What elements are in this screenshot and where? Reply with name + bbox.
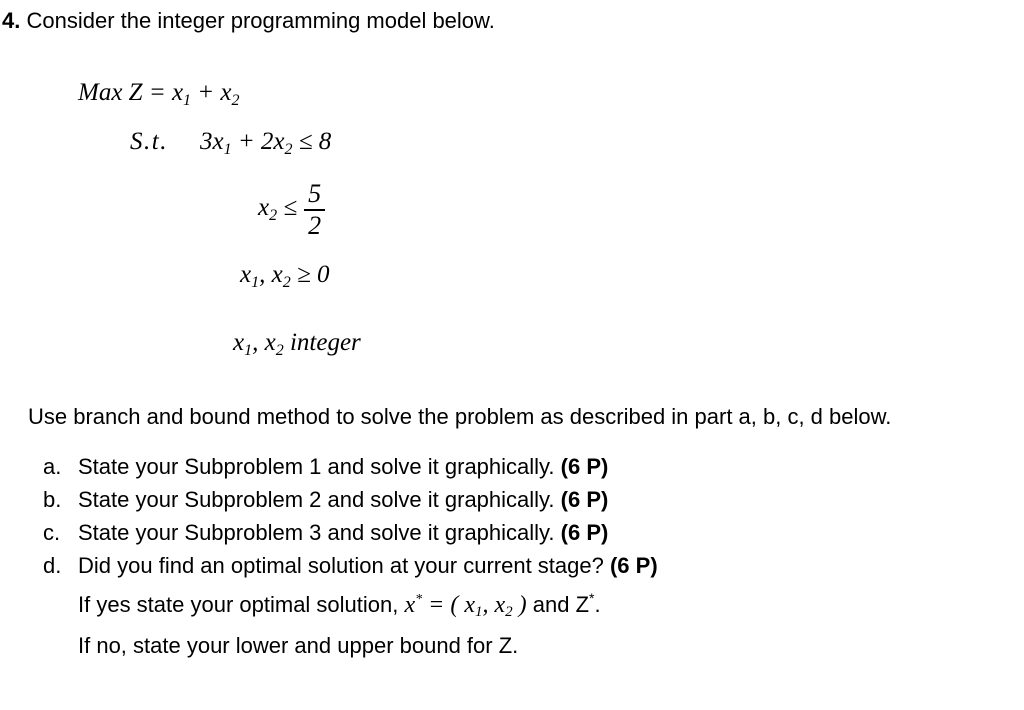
integrality-word: integer: [283, 329, 361, 356]
x1-subscript: 1: [475, 604, 483, 620]
task-a-text: State your Subproblem 1 and solve it graphically.: [78, 454, 561, 479]
fraction-numerator: 5: [304, 180, 325, 211]
nonneg-text: x: [240, 261, 252, 288]
task-b-text-wrap: [78, 483, 608, 516]
x-star-superscript: *: [415, 592, 423, 607]
nonnegativity-line: [240, 261, 329, 292]
task-b-text: State your Subproblem 2 and solve it graphically.: [78, 487, 561, 512]
nonneg-text-2: , x: [259, 261, 283, 288]
constraint-1-text-2: + 2x: [231, 128, 285, 155]
question-intro-text: Consider the integer programming model below.: [20, 8, 495, 33]
x2-subscript: 2: [269, 207, 278, 225]
constraint-1-text: 3x: [199, 128, 224, 155]
subject-to-label: S.t.: [130, 128, 168, 155]
integrality-text-2: , x: [252, 329, 276, 356]
if-no-text: If no, state your lower and upper bound for Z.: [78, 633, 519, 658]
task-a-text-wrap: [78, 450, 608, 483]
fraction-five-halves: [304, 180, 325, 240]
x2-subscript: 2: [275, 342, 284, 359]
period-text: .: [594, 592, 601, 617]
math-close-paren: ): [512, 592, 527, 618]
list-marker-c: c.: [43, 520, 61, 545]
list-marker-b: b.: [43, 487, 62, 512]
task-c-text: State your Subproblem 3 and solve it graphically.: [78, 520, 561, 545]
task-item-c: [43, 516, 658, 549]
list-marker-a: a.: [43, 454, 62, 479]
fraction-denominator: 2: [308, 211, 322, 241]
x1-subscript: 1: [183, 92, 192, 109]
task-c-text-wrap: [78, 516, 608, 549]
x2-subscript: 2: [231, 92, 240, 109]
list-marker-d: d.: [43, 553, 62, 578]
task-list: [43, 450, 658, 662]
integrality-text: x: [233, 329, 245, 356]
task-d-points: (6 P): [609, 553, 658, 578]
list-marker-empty: [43, 582, 78, 629]
z-star-superscript: *: [589, 590, 595, 606]
if-yes-text: If yes state your optimal solution,: [78, 592, 405, 617]
constraint-2-variable: x: [258, 194, 270, 222]
task-b-points: (6 P): [560, 487, 609, 512]
list-marker-empty: [43, 629, 78, 662]
x1-subscript: 1: [244, 342, 253, 359]
x2-subscript: 2: [282, 274, 291, 291]
task-d-text-wrap: [78, 549, 658, 582]
x1-subscript: 1: [251, 274, 260, 291]
task-c-points: (6 P): [560, 520, 609, 545]
objective-text-2: + x: [191, 79, 232, 106]
objective-function-line: [78, 79, 240, 110]
task-d-if-no-line: [43, 629, 658, 662]
constraint-2-lhs: [258, 194, 298, 225]
and-z-text: and Z: [526, 592, 590, 617]
question-heading: [2, 8, 495, 34]
if-yes-text-wrap: [78, 582, 601, 629]
constraint-2-line: [258, 180, 325, 240]
x2-subscript: 2: [505, 604, 513, 620]
x1-subscript: 1: [223, 141, 232, 158]
math-equals-paren: = ( x: [422, 592, 475, 618]
objective-text: Max Z = x: [78, 79, 184, 106]
task-item-a: [43, 450, 658, 483]
constraint-1-rhs: ≤ 8: [292, 128, 332, 155]
nonneg-rhs: ≥ 0: [290, 261, 330, 288]
task-a-points: (6 P): [560, 454, 609, 479]
x2-subscript: 2: [284, 141, 293, 158]
instruction-paragraph: Use branch and bound method to solve the problem as described in part a, b, c, d below.: [28, 404, 892, 429]
integrality-line: [233, 329, 361, 360]
question-number: 4.: [2, 8, 21, 33]
math-comma-x: , x: [482, 592, 506, 618]
task-d-text: Did you find an optimal solution at your current stage?: [78, 553, 610, 578]
math-x: x: [404, 592, 416, 618]
task-item-b: [43, 483, 658, 516]
constraint-1-line: [130, 128, 331, 159]
task-d-if-yes-line: [43, 582, 658, 629]
task-item-d: [43, 549, 658, 582]
leq-sign: ≤: [277, 194, 298, 222]
